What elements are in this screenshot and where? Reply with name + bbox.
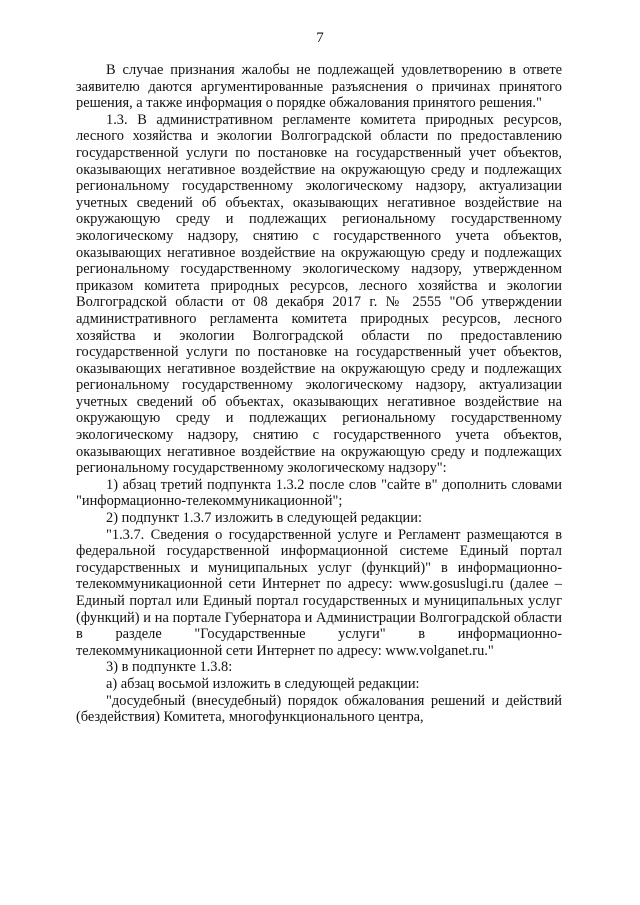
paragraph-pretrial-appeal: "досудебный (внесудебный) порядок обжалования решений и действий (бездействия) Комитета, многофункционального центра, [76, 692, 562, 726]
paragraph-item-3: 3) в подпункте 1.3.8: [106, 659, 233, 676]
paragraph-1-3-regulation: 1.3. В административном регламенте комитета природных ресурсов, лесного хозяйства и экологии Волгоградской области по предоставлению государственной услуги по постановке на государственный учет объектов, оказывающих негативное воздействие на окружающую среду и подлежащих региональному государственному экологическому надзору, актуализации учетных сведений об объектах, оказывающих негативное воздействие на окружающую среду и подлежащих региональному государственному экологическому надзору, снятию с государственного учета объектов, оказывающих негативное воздействие на окружающую среду и подлежащих региональному государственному экологическому надзору, утвержденном приказом комитета природных ресурсов, лесного хозяйства и экологии Волгоградской области от 08 декабря 2017 г. № 2555 "Об утверждении административного регламента комитета природных ресурсов, лесного хозяйства и экологии Волгоградской области по предоставлению государственной услуги по постановке на государственный учет объектов, оказывающих негативное воздействие на окружающую среду и подлежащих региональному государственному экологическому надзору, актуализации учетных сведений об объектах, оказывающих негативное воздействие на окружающую среду и подлежащих региональному государственному экологическому надзору, снятию с государственного учета объектов, оказывающих негативное воздействие на окружающую среду и подлежащих региональному государственному экологическому надзору": [76, 111, 562, 477]
paragraph-item-2: 2) подпункт 1.3.7 изложить в следующей редакции: [106, 510, 422, 527]
document-body [76, 62, 562, 726]
page-number: 7 [316, 30, 324, 46]
paragraph-complaint-rejection: В случае признания жалобы не подлежащей удовлетворению в ответе заявителю даются аргументированные разъяснения о причинах принятого решения, а также информация о порядке обжалования принятого решения." [76, 62, 562, 112]
paragraph-1-3-7-text: "1.3.7. Сведения о государственной услуге и Регламент размещаются в федеральной государственной информационной системе Единый портал государственных и муниципальных услуг (функций)" в информационно-телекоммуникационной сети Интернет по адресу: www.gosuslugi.ru (далее – Единый портал или Единый портал государственных и муниципальных услуг (функций) и на портале Губернатора и Администрации Волгоградской области в разделе "Государственные услуги" в информационно-телекоммуникационной сети Интернет по адресу: www.volganet.ru." [76, 526, 562, 659]
paragraph-item-1: 1) абзац третий подпункта 1.3.2 после слов "сайте в" дополнить словами "информационно-телекоммуникационной"; [76, 476, 562, 510]
paragraph-item-a: а) абзац восьмой изложить в следующей редакции: [106, 675, 420, 692]
